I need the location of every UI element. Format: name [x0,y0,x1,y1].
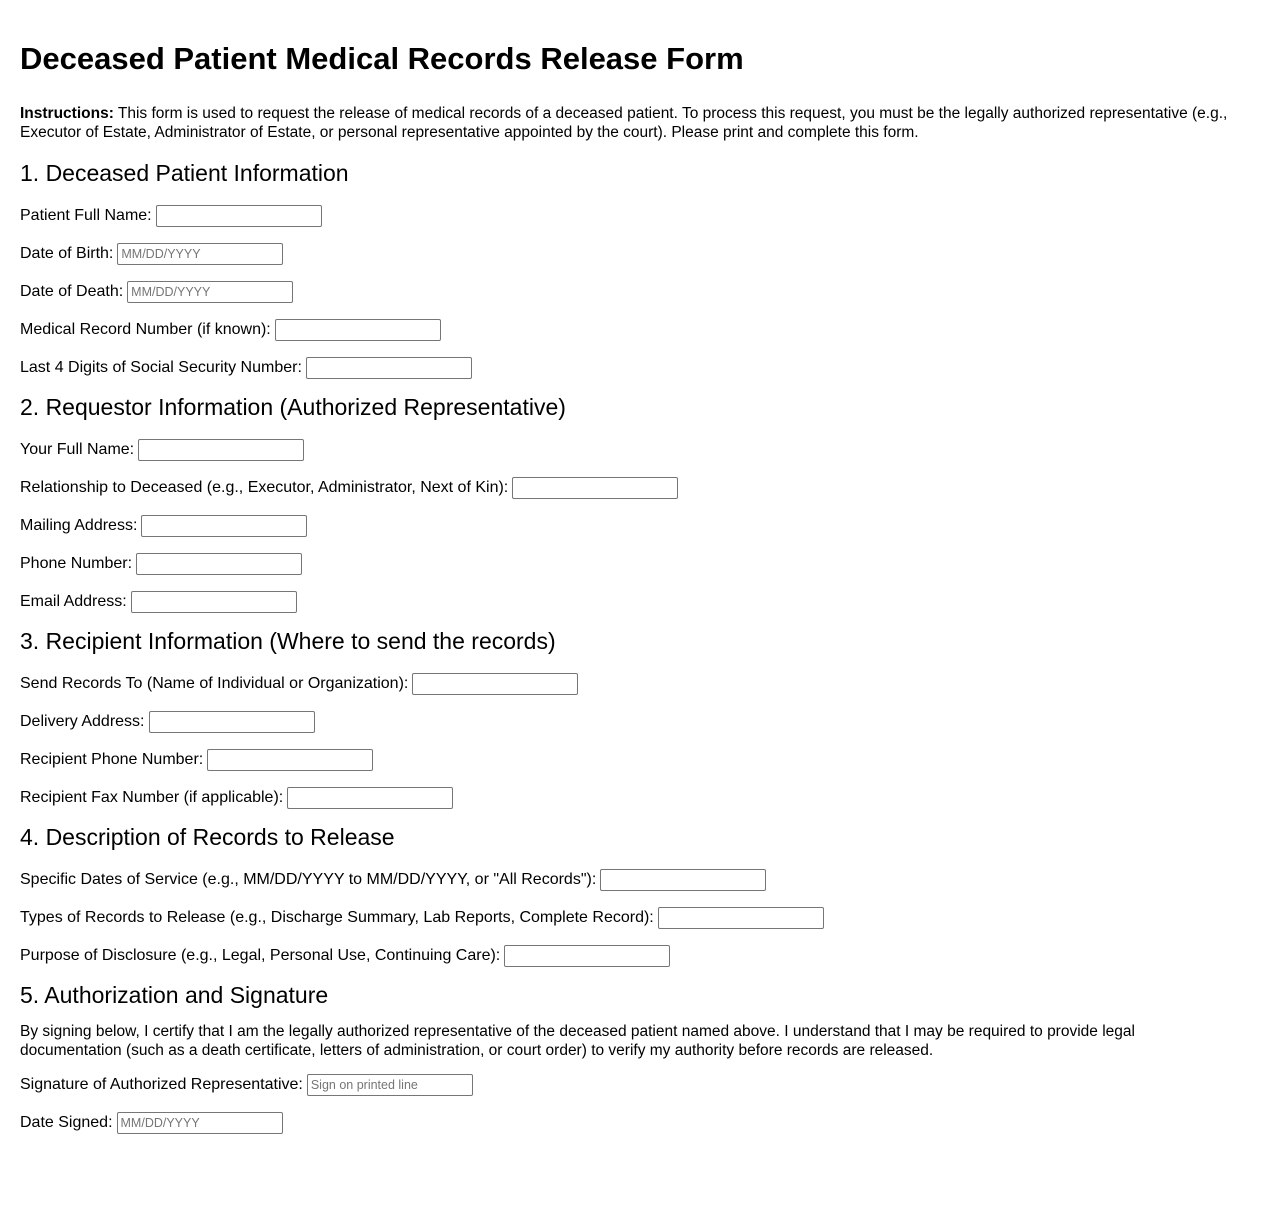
field-row-date-of-death [20,273,1242,311]
mailing-address-label: Mailing Address: [20,517,138,534]
date-signed-label: Date Signed: [20,1114,113,1131]
ssn-last4-input[interactable] [306,357,472,379]
dates-of-service-input[interactable] [600,869,766,891]
field-row-send-records-to [20,665,1242,703]
section-authorization [20,980,1242,1142]
email-address-input[interactable] [131,591,297,613]
section-patient-information [20,158,1242,387]
field-row-email-address [20,583,1242,621]
patient-full-name-label: Patient Full Name: [20,207,152,224]
section-heading-recipient: 3. Recipient Information (Where to send the records) [20,628,556,654]
record-types-input[interactable] [658,907,824,929]
instructions-label: Instructions: [20,105,114,122]
field-row-dates-of-service [20,861,1242,899]
field-row-patient-full-name [20,197,1242,235]
recipient-fax-label: Recipient Fax Number (if applicable): [20,789,284,806]
field-row-date-signed [20,1104,1242,1142]
field-row-requestor-full-name [20,431,1242,469]
mailing-address-input[interactable] [141,515,307,537]
medical-record-number-label: Medical Record Number (if known): [20,321,271,338]
field-row-medical-record-number [20,311,1242,349]
recipient-phone-input[interactable] [207,749,373,771]
authorization-statement: By signing below, I certify that I am the legally authorized representative of the deceased patient named above. I understand that I may be required to provide legal documentation (such as a death certificate, letters of administration, or court order) to verify my authority before records are released. [20,1023,1135,1059]
field-row-purpose [20,937,1242,975]
field-row-phone-number [20,545,1242,583]
field-row-relationship [20,469,1242,507]
ssn-last4-label: Last 4 Digits of Social Security Number: [20,359,302,376]
dates-of-service-label: Specific Dates of Service (e.g., MM/DD/YYYY to MM/DD/YYYY, or "All Records"): [20,871,597,888]
section-records-description [20,822,1242,975]
instructions-text: This form is used to request the release of medical records of a deceased patient. To process this request, you must be the legally authorized representative (e.g., Executor of Estate, Administrator of Estate, or personal representative appointed by the court). Please print and complete this form. [20,105,1228,141]
date-of-birth-input[interactable] [117,243,283,265]
section-heading-patient: 1. Deceased Patient Information [20,160,349,186]
medical-record-number-input[interactable] [275,319,441,341]
instructions [20,104,1240,142]
section-heading-records: 4. Description of Records to Release [20,824,395,850]
phone-number-label: Phone Number: [20,555,133,572]
field-row-delivery-address [20,703,1242,741]
section-heading-authorization: 5. Authorization and Signature [20,982,329,1008]
email-address-label: Email Address: [20,593,127,610]
purpose-input[interactable] [504,945,670,967]
section-heading-requestor: 2. Requestor Information (Authorized Representative) [20,394,566,420]
field-row-ssn-last4 [20,349,1242,387]
send-records-to-label: Send Records To (Name of Individual or Organization): [20,675,409,692]
purpose-label: Purpose of Disclosure (e.g., Legal, Personal Use, Continuing Care): [20,947,501,964]
date-of-birth-label: Date of Birth: [20,245,114,262]
recipient-fax-input[interactable] [287,787,453,809]
date-of-death-input[interactable] [127,281,293,303]
date-of-death-label: Date of Death: [20,283,124,300]
section-recipient-information [20,626,1242,817]
field-row-record-types [20,899,1242,937]
relationship-label: Relationship to Deceased (e.g., Executor, Administrator, Next of Kin): [20,479,509,496]
record-types-label: Types of Records to Release (e.g., Discharge Summary, Lab Reports, Complete Record): [20,909,654,926]
date-signed-input[interactable] [117,1112,283,1134]
field-row-recipient-phone [20,741,1242,779]
delivery-address-input[interactable] [149,711,315,733]
field-row-date-of-birth [20,235,1242,273]
section-requestor-information [20,392,1242,621]
field-row-recipient-fax [20,779,1242,817]
page-title: Deceased Patient Medical Records Release Form [20,41,744,76]
send-records-to-input[interactable] [412,673,578,695]
field-row-mailing-address [20,507,1242,545]
signature-input[interactable] [307,1074,473,1096]
field-row-signature [20,1066,1242,1104]
requestor-full-name-label: Your Full Name: [20,441,135,458]
relationship-input[interactable] [512,477,678,499]
phone-number-input[interactable] [136,553,302,575]
requestor-full-name-input[interactable] [138,439,304,461]
recipient-phone-label: Recipient Phone Number: [20,751,204,768]
signature-label: Signature of Authorized Representative: [20,1076,303,1093]
delivery-address-label: Delivery Address: [20,713,145,730]
patient-full-name-input[interactable] [156,205,322,227]
